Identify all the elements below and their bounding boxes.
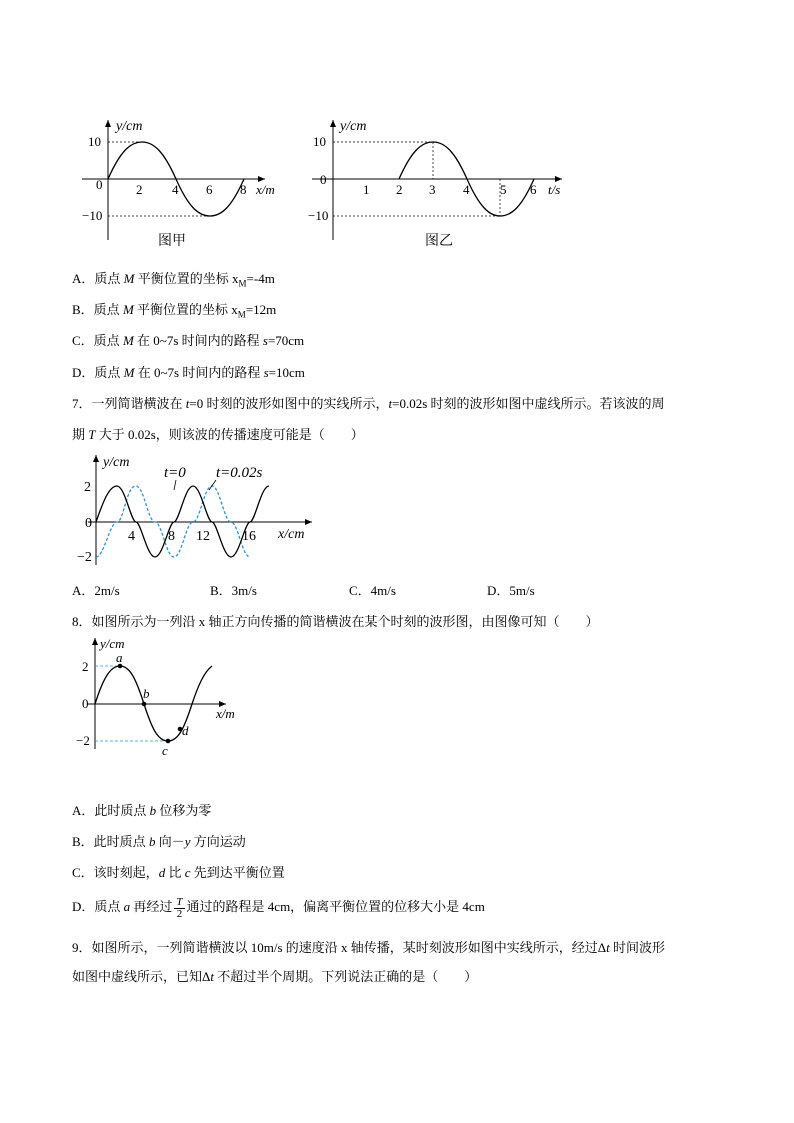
y-axis-label: y/cm [116,119,143,134]
svg-text:图乙: 图乙 [425,234,453,249]
q6-option-d[interactable]: D．质点 M 在 0~7s 时间内的路程 s=10cm [72,365,305,380]
figure-q8 [76,634,256,759]
q7-stem-line1: 7．一列简谐横波在 t=0 时刻的波形如图中的实线所示，t=0.02s 时刻的波形如图中虚线所示。若该波的周 [72,396,665,411]
svg-text:t/s: t/s [548,182,561,197]
y-tick-0: 0 [96,177,103,192]
x-axis-label: x/m [256,182,275,197]
y-tick-10: 10 [88,134,101,149]
q6-option-a[interactable]: A．质点 M 平衡位置的坐标 $x_M=-4m$ [72,271,275,289]
q8-option-a[interactable]: A．此时质点 b 位移为零 [72,803,212,818]
figure-q7 [76,450,326,575]
y-tick-neg10: −10 [82,208,103,223]
svg-text:8: 8 [240,182,247,197]
figure-jia [70,112,300,252]
q8-option-d[interactable]: D．质点 a 再经过 $\frac{T}{2}$ 通过的路程是 4cm，偏离平衡位置的位移大小是 4cm [72,895,485,920]
svg-text:4: 4 [128,529,135,544]
svg-text:8: 8 [168,529,175,544]
svg-text:6: 6 [206,182,213,197]
svg-text:y/cm: y/cm [340,119,367,134]
q9-stem-line1: 9．如图所示，一列简谐横波以 10m/s 的速度沿 x 轴传播，某时刻波形如图中实线所示，经过Δt 时间波形 [72,940,666,955]
svg-text:x/m: x/m [216,706,235,721]
q9-stem-line2: 如图中虚线所示，已知Δt 不超过半个周期。下列说法正确的是（ ） [72,969,478,984]
svg-text:5: 5 [500,182,507,197]
svg-text:4: 4 [172,182,179,197]
fraction-t-over-2: $\frac{T}{2}$ [176,895,183,920]
q7-stem-line2: 期 T 大于 0.02s，则该波的传播速度可能是（ ） [72,427,364,442]
q7-option-c[interactable]: C．4m/s [349,583,396,598]
q8-option-c[interactable]: C．该时刻起，d 比 c 先到达平衡位置 [72,865,285,880]
q8-option-b[interactable]: B．此时质点 b 向－y 方向运动 [72,834,246,849]
svg-text:12: 12 [196,529,210,544]
q6-option-c[interactable]: C．质点 M 在 0~7s 时间内的路程 s=70cm [72,333,305,348]
q6-option-b[interactable]: B．质点 M 平衡位置的坐标 $x_M=12m$ [72,302,277,320]
svg-text:2: 2 [396,182,403,197]
svg-text:3: 3 [429,182,436,197]
svg-text:−2: −2 [77,550,92,565]
figure-yi [300,112,580,252]
q7-option-b[interactable]: B．3m/s [210,583,257,598]
point-b [142,702,147,707]
svg-text:c: c [162,743,168,758]
svg-text:2: 2 [136,182,143,197]
svg-text:y/cm: y/cm [100,636,125,651]
svg-text:−10: −10 [308,208,329,223]
svg-text:0: 0 [320,172,327,187]
caption: 图甲 [158,234,186,249]
svg-text:6: 6 [530,182,537,197]
svg-text:16: 16 [242,529,256,544]
svg-text:x/cm: x/cm [278,527,305,542]
svg-text:t=0: t=0 [164,465,186,481]
svg-text:2: 2 [84,480,91,495]
svg-text:t=0.02s: t=0.02s [216,465,263,481]
svg-text:y/cm: y/cm [103,455,130,470]
svg-text:a: a [116,650,123,665]
svg-text:−2: −2 [76,733,90,748]
svg-text:2: 2 [82,659,89,674]
svg-text:4: 4 [463,182,470,197]
svg-text:d: d [182,723,189,738]
q7-option-d[interactable]: D．5m/s [487,583,535,598]
q7-option-a[interactable]: A．2m/s [72,583,120,598]
svg-text:0: 0 [82,696,89,711]
svg-text:10: 10 [313,134,326,149]
svg-text:1: 1 [363,182,370,197]
svg-text:b: b [143,686,150,701]
svg-text:0: 0 [85,516,92,531]
q8-stem: 8．如图所示为一列沿 x 轴正方向传播的简谐横波在某个时刻的波形图，由图像可知（ ） [72,614,599,629]
